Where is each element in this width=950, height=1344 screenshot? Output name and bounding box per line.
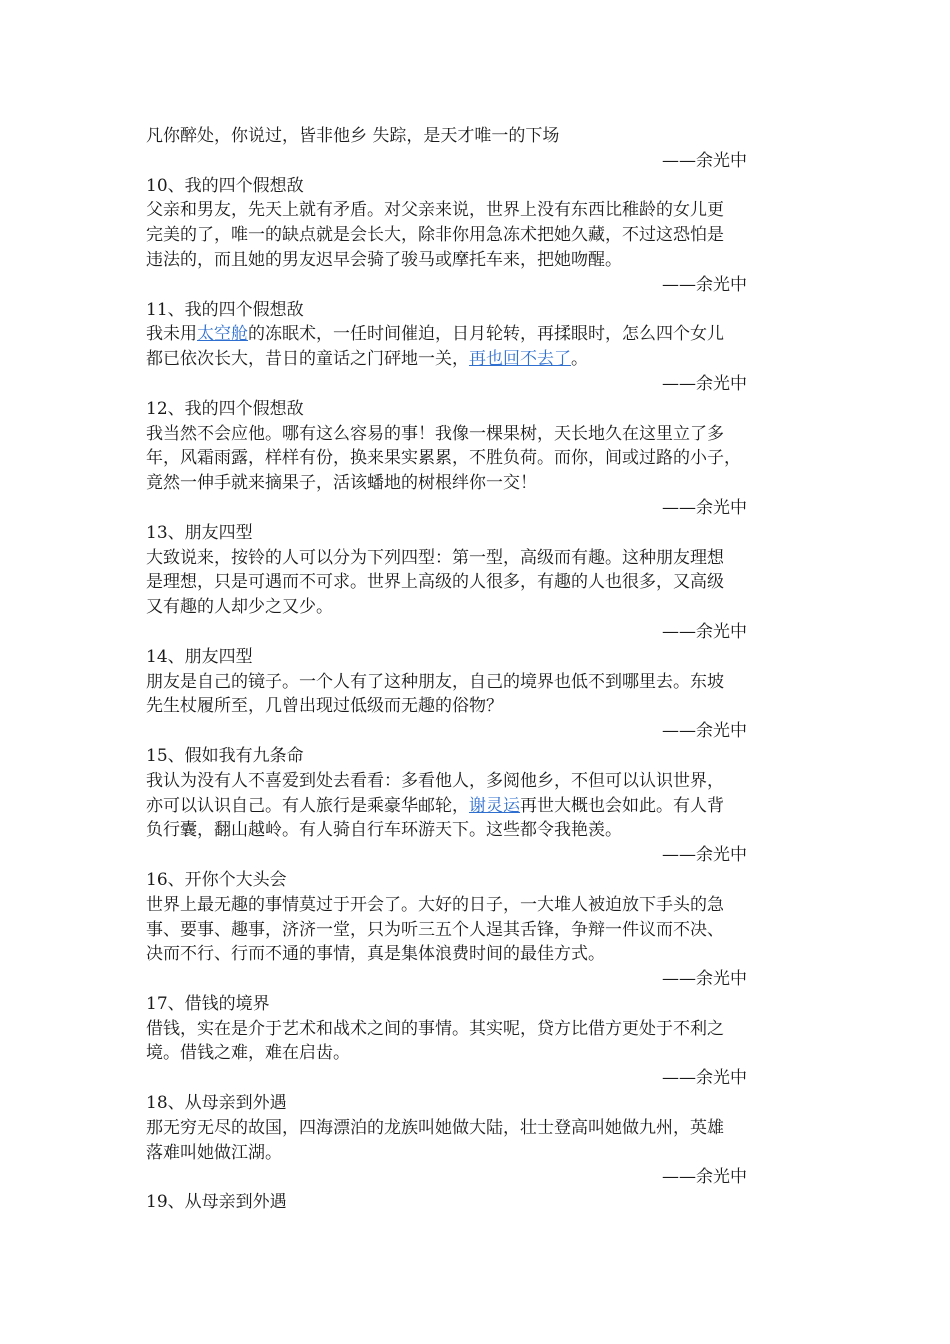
text-segment: 都已依次长大，昔日的童话之门砰地一关， [146, 349, 469, 370]
document-body [146, 124, 810, 1215]
section-heading: 17、借钱的境界 [146, 993, 270, 1014]
text-segment: 我认为没有人不喜爱到处去看看：多看他人，多阅他乡，不但可以认识世界， [146, 770, 724, 791]
paragraph-line [146, 1017, 810, 1042]
text-segment: 负行囊，翻山越岭。有人骑自行车环游天下。这些都令我艳羡。 [146, 820, 622, 841]
paragraph-line [146, 322, 810, 347]
text-segment: 违法的，而且她的男友迟早会骑了骏马或摩托车来，把她吻醒。 [146, 249, 622, 270]
text-segment: 大致说来，按铃的人可以分为下列四型：第一型，高级而有趣。这种朋友理想 [146, 547, 724, 568]
paragraph-line [146, 769, 810, 794]
paragraph-line [146, 794, 810, 819]
text-segment: 竟然一伸手就来摘果子，活该蟠地的树根绊你一交！ [146, 473, 537, 494]
text-segment: 是理想，只是可遇而不可求。世界上高级的人很多，有趣的人也很多，又高级 [146, 572, 724, 593]
text-segment: 。 [571, 349, 588, 370]
paragraph-line [146, 570, 810, 595]
section-heading: 14、朋友四型 [146, 646, 253, 667]
author-attribution: ——余光中 [662, 845, 747, 866]
section-heading: 13、朋友四型 [146, 522, 253, 543]
text-segment: 父亲和男友，先天上就有矛盾。对父亲来说，世界上没有东西比稚龄的女儿更 [146, 200, 724, 221]
text-segment: 那无穷无尽的故国，四海漂泊的龙族叫她做大陆，壮士登高叫她做九州，英雄 [146, 1117, 724, 1138]
paragraph-line [146, 546, 810, 571]
paragraph-line [146, 670, 810, 695]
text-segment: 先生杖履所至，几曾出现过低级而无趣的俗物？ [146, 696, 503, 717]
text-segment: 落难叫她做江湖。 [146, 1142, 282, 1163]
paragraph-line [146, 1141, 810, 1166]
paragraph-line [146, 1116, 810, 1141]
text-segment: 借钱，实在是介于艺术和战术之间的事情。其实呢，贷方比借方更处于不利之 [146, 1018, 724, 1039]
author-attribution: ——余光中 [662, 274, 747, 295]
text-segment: 年，风霜雨露，样样有份，换来果实累累，不胜负荷。而你，间或过路的小子， [146, 448, 741, 469]
section-heading: 18、从母亲到外遇 [146, 1093, 287, 1114]
text-segment: 我未用 [146, 324, 197, 345]
paragraph-line [146, 818, 810, 843]
section-heading: 10、我的四个假想敌 [146, 175, 304, 196]
paragraph-line [146, 223, 810, 248]
section-heading: 19、从母亲到外遇 [146, 1192, 287, 1213]
author-attribution: ——余光中 [662, 150, 747, 171]
author-attribution: ——余光中 [662, 1167, 747, 1188]
text-segment: 完美的了，唯一的缺点就是会长大，除非你用急冻术把她久藏，不过这恐怕是 [146, 225, 724, 246]
opening-quote: 凡你醉处，你说过，皆非他乡 失踪，是天才唯一的下场 [146, 126, 560, 146]
hyperlink[interactable]: 再也回不去了 [469, 349, 571, 370]
section-heading: 12、我的四个假想敌 [146, 398, 304, 419]
text-segment: 世界上最无趣的事情莫过于开会了。大好的日子，一大堆人被迫放下手头的急 [146, 894, 724, 915]
text-segment: 我当然不会应他。哪有这么容易的事！我像一棵果树，天长地久在这里立了多 [146, 423, 724, 444]
author-attribution: ——余光中 [662, 1068, 747, 1089]
author-attribution: ——余光中 [662, 497, 747, 518]
section-heading: 11、我的四个假想敌 [146, 299, 304, 320]
paragraph-line [146, 595, 810, 620]
author-attribution: ——余光中 [662, 621, 747, 642]
author-attribution: ——余光中 [662, 721, 747, 742]
paragraph-line [146, 893, 810, 918]
paragraph-line [146, 471, 810, 496]
paragraph-line [146, 918, 810, 943]
text-segment: 又有趣的人却少之又少。 [146, 597, 333, 618]
hyperlink[interactable]: 太空舱 [197, 324, 248, 345]
text-segment: 境。借钱之难，难在启齿。 [146, 1043, 350, 1064]
paragraph-line [146, 942, 810, 967]
paragraph-line [146, 422, 810, 447]
hyperlink[interactable]: 谢灵运 [469, 795, 520, 816]
text-segment: 亦可以认识自己。有人旅行是乘豪华邮轮， [146, 795, 469, 816]
author-attribution: ——余光中 [662, 373, 747, 394]
paragraph-line [146, 446, 810, 471]
section-heading: 15、假如我有九条命 [146, 745, 304, 766]
author-attribution: ——余光中 [662, 969, 747, 990]
text-segment: 事、要事、趣事，济济一堂，只为听三五个人逞其舌锋，争辩一件议而不决、 [146, 919, 724, 940]
text-segment: 决而不行、行而不通的事情，真是集体浪费时间的最佳方式。 [146, 944, 605, 965]
paragraph-line [146, 694, 810, 719]
paragraph-line [146, 347, 810, 372]
paragraph-line [146, 198, 810, 223]
section-heading: 16、开你个大头会 [146, 869, 287, 890]
paragraph-line [146, 248, 810, 273]
text-segment: 再世大概也会如此。有人背 [520, 795, 724, 816]
paragraph-line [146, 1041, 810, 1066]
text-segment: 朋友是自己的镜子。一个人有了这种朋友，自己的境界也低不到哪里去。东坡 [146, 671, 724, 692]
text-segment: 的冻眠术，一任时间催迫，日月轮转，再揉眼时，怎么四个女儿 [248, 324, 724, 345]
